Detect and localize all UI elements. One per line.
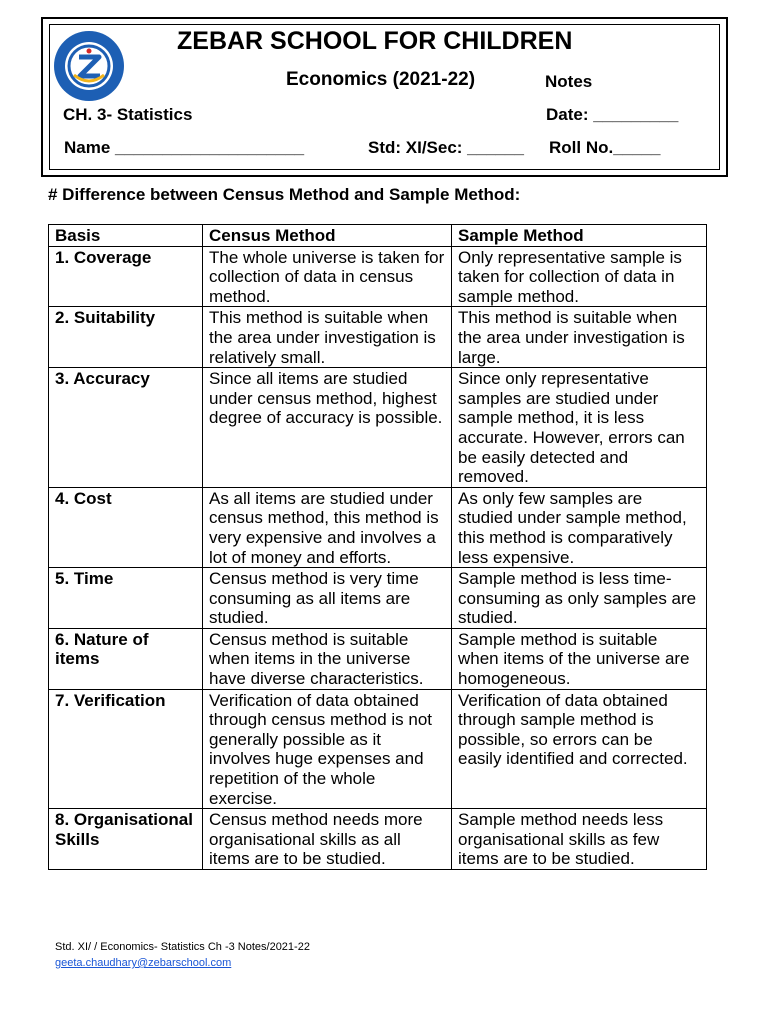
- sample-cell: This method is suitable when the area under investigation is large.: [452, 307, 707, 368]
- table-row: [49, 246, 707, 307]
- basis-cell: 7. Verification: [49, 689, 203, 809]
- footer-email-link[interactable]: geeta.chaudhary@zebarschool.com: [55, 957, 232, 969]
- table-row: [49, 368, 707, 488]
- sample-cell: Sample method is suitable when items of the universe are homogeneous.: [452, 628, 707, 689]
- census-cell: Census method needs more organisational skills as all items are to be studied.: [203, 809, 452, 870]
- footer-course-line: Std. XI/ / Economics- Statistics Ch -3 Notes/2021-22: [55, 941, 310, 953]
- census-cell: Census method is suitable when items in the universe have diverse characteristics.: [203, 628, 452, 689]
- basis-cell: 2. Suitability: [49, 307, 203, 368]
- census-cell: The whole universe is taken for collection of data in census method.: [203, 246, 452, 307]
- census-cell: Since all items are studied under census method, highest degree of accuracy is possible.: [203, 368, 452, 488]
- basis-cell: 4. Cost: [49, 487, 203, 567]
- sample-cell: Only representative sample is taken for collection of data in sample method.: [452, 246, 707, 307]
- roll-number-field: Roll No._____: [549, 138, 661, 157]
- header-census-method: Census Method: [203, 225, 452, 247]
- header-sample-method: Sample Method: [452, 225, 707, 247]
- table-row: [49, 628, 707, 689]
- school-logo: [52, 29, 126, 103]
- table-row: [49, 689, 707, 809]
- subject-title: Economics (2021-22): [286, 69, 476, 90]
- sample-cell: Verification of data obtained through sample method is possible, so errors can be easily identified and corrected.: [452, 689, 707, 809]
- name-field: Name ____________________: [64, 138, 305, 157]
- table-row: [49, 568, 707, 629]
- school-name: ZEBAR SCHOOL FOR CHILDREN: [177, 27, 573, 55]
- comparison-table: [48, 224, 707, 870]
- date-field: Date: _________: [546, 105, 679, 124]
- census-cell: Verification of data obtained through census method is not generally possible as it involves huge expenses and repetition of the whole exercise.: [203, 689, 452, 809]
- census-cell: This method is suitable when the area under investigation is relatively small.: [203, 307, 452, 368]
- sample-cell: Sample method needs less organisational skills as few items are to be studied.: [452, 809, 707, 870]
- census-cell: Census method is very time consuming as all items are studied.: [203, 568, 452, 629]
- sample-cell: Sample method is less time-consuming as only samples are studied.: [452, 568, 707, 629]
- basis-cell: 3. Accuracy: [49, 368, 203, 488]
- doc-type-label: Notes: [545, 72, 593, 91]
- basis-cell: 5. Time: [49, 568, 203, 629]
- table-row: [49, 307, 707, 368]
- header-basis: Basis: [49, 225, 203, 247]
- chapter-label: CH. 3- Statistics: [63, 105, 193, 124]
- table-row: [49, 487, 707, 567]
- basis-cell: 8. Organisational Skills: [49, 809, 203, 870]
- table-row: [49, 809, 707, 870]
- std-section-field: Std: XI/Sec: ______: [368, 138, 524, 157]
- table-header-row: [49, 225, 707, 247]
- census-cell: As all items are studied under census method, this method is very expensive and involves a lot of money and efforts.: [203, 487, 452, 567]
- basis-cell: 6. Nature of items: [49, 628, 203, 689]
- basis-cell: 1. Coverage: [49, 246, 203, 307]
- sample-cell: Since only representative samples are studied under sample method, it is less accurate. However, errors can be easily detected and removed.: [452, 368, 707, 488]
- sample-cell: As only few samples are studied under sample method, this method is comparatively less expensive.: [452, 487, 707, 567]
- section-heading: # Difference between Census Method and Sample Method:: [48, 185, 521, 204]
